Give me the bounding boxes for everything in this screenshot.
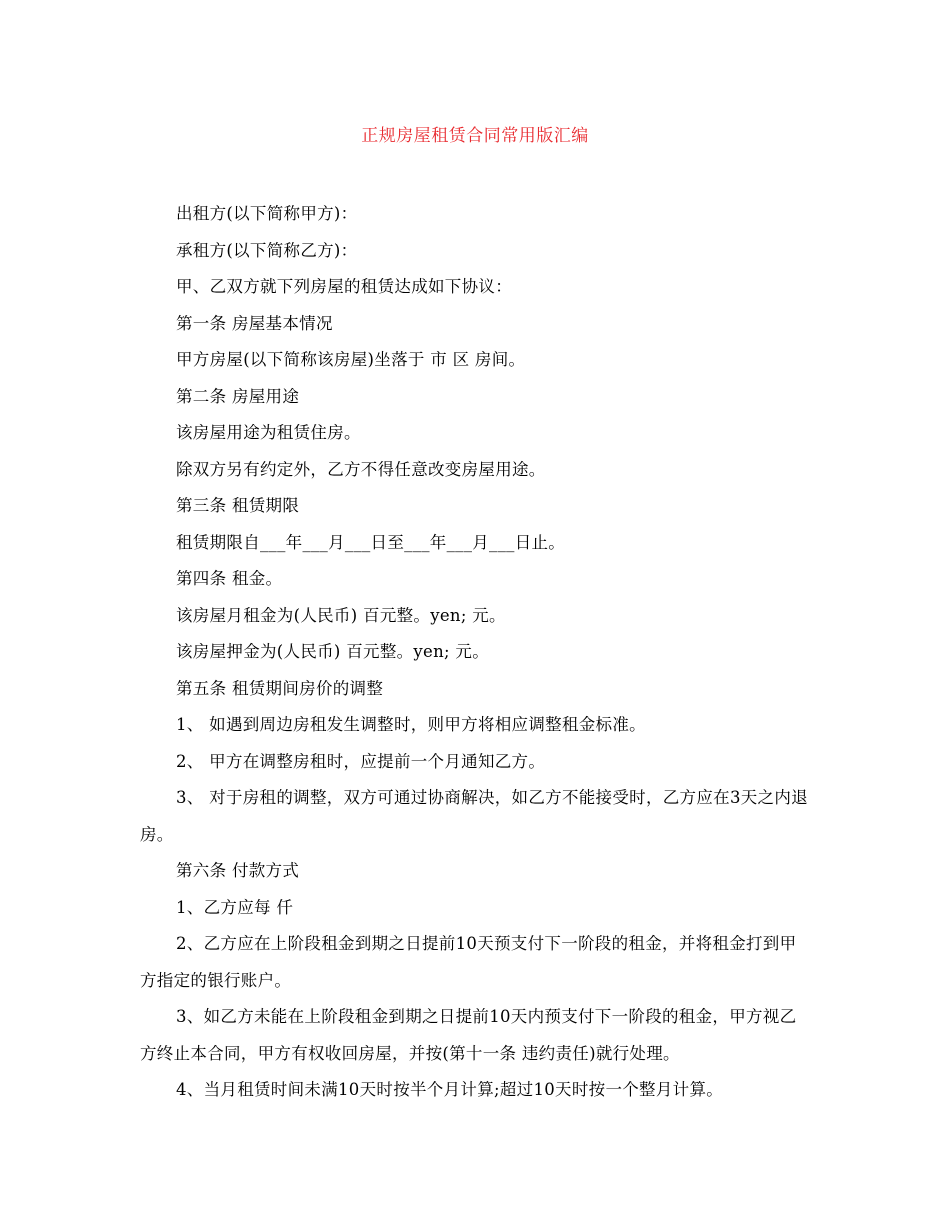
paragraph-agreement-intro: 甲、乙双方就下列房屋的租赁达成如下协议： — [176, 277, 512, 296]
article-6-item-1: 1、乙方应每 仟 — [176, 897, 294, 917]
document-title: 正规房屋租赁合同常用版汇编 — [361, 126, 589, 146]
article-5-heading: 第五条 租赁期间房价的调整 — [176, 678, 384, 698]
article-2-text-2: 除双方另有约定外，乙方不得任意改变房屋用途。 — [176, 459, 546, 479]
article-4-rent: 该房屋月租金为(人民币) 百元整。yen; 元。 — [176, 605, 506, 625]
article-6-item-3: 3、如乙方未能在上阶段租金到期之日提前10天内预支付下一阶段的租金，甲方视乙方终止本合同，甲方有权收回房屋，并按(第十一条 违约责任)就行处理。 — [140, 1007, 797, 1063]
paragraph-lessor: 出租方(以下简称甲方)： — [176, 204, 358, 223]
article-6-item-2: 2、乙方应在上阶段租金到期之日提前10天预支付下一阶段的租金，并将租金打到甲方指定的银行账户。 — [140, 934, 797, 990]
article-2-text-1: 该房屋用途为租赁住房。 — [176, 423, 361, 442]
article-5-item-3: 3、 对于房租的调整，双方可通过协商解决，如乙方不能接受时，乙方应在3天之内退房。 — [140, 788, 808, 844]
article-5-item-1: 1、 如遇到周边房租发生调整时，则甲方将相应调整租金标准。 — [176, 715, 646, 734]
article-5-item-2: 2、 甲方在调整房租时，应提前一个月通知乙方。 — [176, 751, 546, 771]
article-1-text: 甲方房屋(以下简称该房屋)坐落于 市 区 房间。 — [176, 350, 526, 369]
article-3-text: 租赁期限自___年___月___日至___年___月___日止。 — [176, 532, 566, 552]
article-3-heading: 第三条 租赁期限 — [176, 496, 300, 515]
paragraph-lessee: 承租方(以下简称乙方)： — [176, 240, 358, 260]
article-1-heading: 第一条 房屋基本情况 — [176, 313, 333, 333]
document-body — [140, 196, 810, 1109]
article-2-heading: 第二条 房屋用途 — [176, 386, 300, 406]
article-6-heading: 第六条 付款方式 — [176, 861, 300, 880]
article-4-deposit: 该房屋押金为(人民币) 百元整。yen; 元。 — [176, 642, 490, 661]
article-6-item-4: 4、当月租赁时间未满10天时按半个月计算;超过10天时按一个整月计算。 — [176, 1080, 724, 1099]
article-4-heading: 第四条 租金。 — [176, 569, 283, 588]
